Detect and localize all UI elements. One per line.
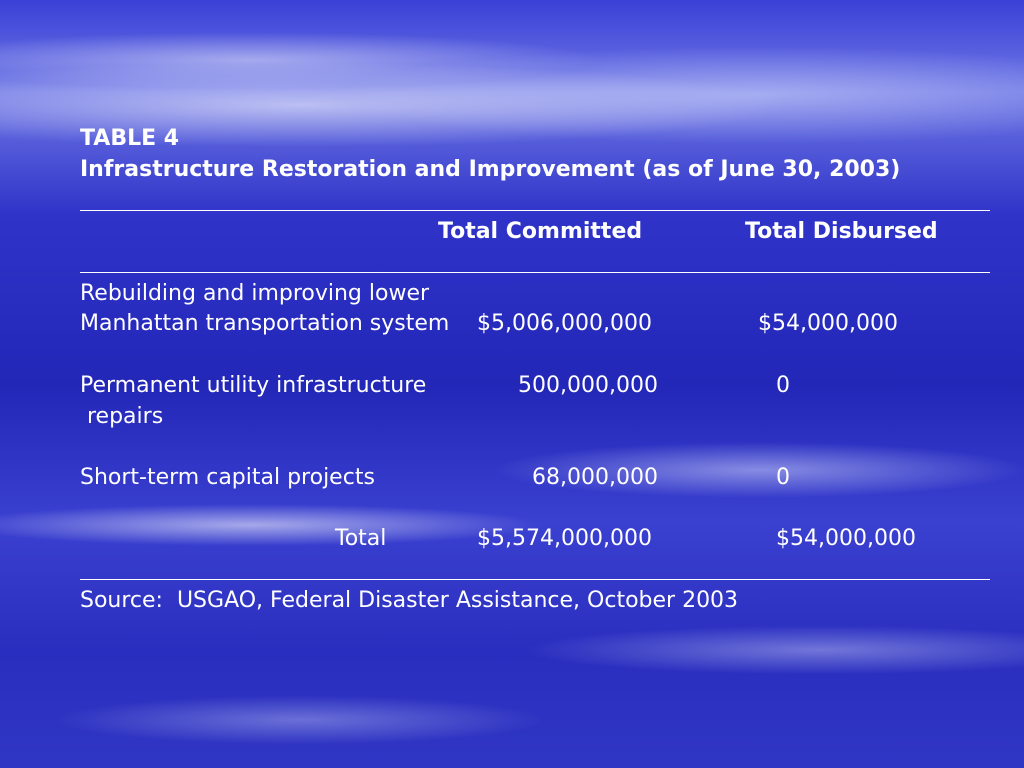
column-header-committed: Total Committed <box>438 219 643 244</box>
total-label: Total <box>335 526 387 551</box>
total-committed: $5,574,000,000 <box>477 526 652 551</box>
row-3-item: Short-term capital projects <box>80 465 375 490</box>
divider-bottom <box>80 579 990 580</box>
row-1-disbursed: $54,000,000 <box>758 311 898 336</box>
source-note: Source: USGAO, Federal Disaster Assistance, October 2003 <box>80 588 739 613</box>
row-1-committed: $5,006,000,000 <box>477 311 652 336</box>
table-label: TABLE 4 <box>80 126 180 151</box>
row-1-item-line1: Rebuilding and improving lower <box>80 281 430 306</box>
row-2-disbursed: 0 <box>776 373 790 398</box>
row-3-disbursed: 0 <box>776 465 790 490</box>
row-2-item-line2: repairs <box>80 404 164 429</box>
row-2-committed: 500,000,000 <box>518 373 658 398</box>
divider-top <box>80 210 990 211</box>
total-disbursed: $54,000,000 <box>776 526 916 551</box>
divider-header <box>80 272 990 273</box>
row-1-item-line2: Manhattan transportation system <box>80 311 450 336</box>
table-title: Infrastructure Restoration and Improvement (as of June 30, 2003) <box>80 157 901 182</box>
column-header-disbursed: Total Disbursed <box>745 219 938 244</box>
row-3-committed: 68,000,000 <box>532 465 658 490</box>
row-2-item-line1: Permanent utility infrastructure <box>80 373 427 398</box>
